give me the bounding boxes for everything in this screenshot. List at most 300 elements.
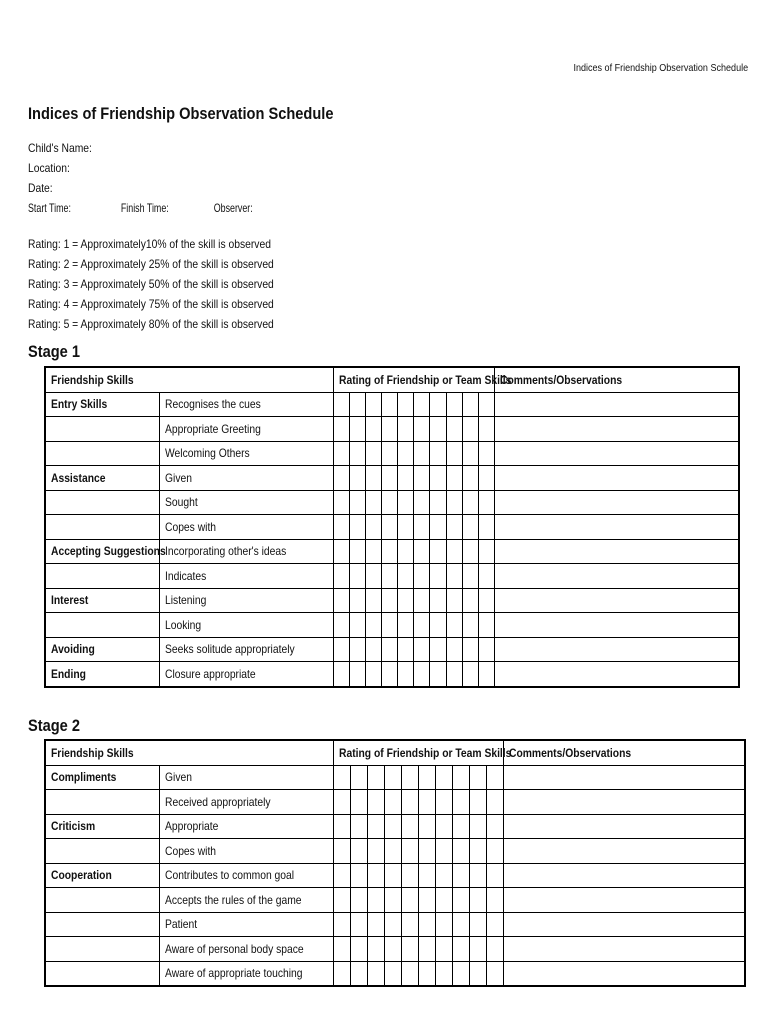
rating-cell[interactable]	[367, 937, 384, 962]
rating-cell[interactable]	[350, 839, 367, 864]
rating-cell[interactable]	[382, 613, 398, 638]
skill-name-cell	[159, 539, 333, 564]
document-title: Indices of Friendship Observation Schedule	[28, 104, 334, 123]
skill-name-cell-text: Received appropriately	[164, 794, 271, 809]
rating-cell[interactable]	[486, 814, 503, 839]
rating-cell[interactable]	[398, 564, 414, 589]
rating-cell[interactable]	[384, 863, 401, 888]
rating-cell[interactable]	[430, 637, 446, 662]
finish-time-label: Finish Time:	[120, 201, 169, 215]
running-header: Indices of Friendship Observation Schedule	[573, 62, 748, 74]
rating-cell[interactable]	[398, 490, 414, 515]
rating-cell[interactable]	[418, 937, 435, 962]
rating-cell[interactable]	[382, 515, 398, 540]
rating-cell[interactable]	[430, 539, 446, 564]
rating-cell[interactable]	[333, 937, 350, 962]
date-label: Date:	[28, 181, 53, 195]
rating-cell[interactable]	[333, 839, 350, 864]
skill-name-cell-text: Given	[164, 770, 192, 785]
rating-cell[interactable]	[446, 441, 462, 466]
rating-cell[interactable]	[401, 937, 418, 962]
rating-cell[interactable]	[469, 961, 486, 986]
rating-cell[interactable]	[452, 863, 469, 888]
rating-cell[interactable]	[382, 490, 398, 515]
rating-cell[interactable]	[478, 564, 494, 589]
rating-cell[interactable]	[350, 863, 367, 888]
rating-cell[interactable]	[446, 564, 462, 589]
rating-cell[interactable]	[430, 588, 446, 613]
rating-cell[interactable]	[469, 937, 486, 962]
rating-cell[interactable]	[334, 392, 350, 417]
comments-cell[interactable]	[503, 839, 745, 864]
table-row	[45, 790, 745, 815]
rating-cell[interactable]	[350, 662, 366, 687]
rating-cell[interactable]	[382, 637, 398, 662]
rating-cell[interactable]	[384, 839, 401, 864]
rating-cell[interactable]	[462, 539, 478, 564]
rating-cell[interactable]	[478, 539, 494, 564]
rating-cell[interactable]	[384, 790, 401, 815]
skill-category-cell	[45, 417, 159, 442]
rating-cell[interactable]	[382, 662, 398, 687]
rating-cell[interactable]	[398, 441, 414, 466]
rating-cell[interactable]	[382, 466, 398, 491]
rating-cell[interactable]	[452, 888, 469, 913]
skill-category-cell-text: Assistance	[51, 470, 106, 485]
rating-cell[interactable]	[435, 814, 452, 839]
skill-category-cell	[45, 564, 159, 589]
rating-cell[interactable]	[350, 937, 367, 962]
rating-cell[interactable]	[418, 863, 435, 888]
table-header-row	[45, 740, 745, 765]
rating-cell[interactable]	[418, 888, 435, 913]
rating-cell[interactable]	[366, 441, 382, 466]
rating-cell[interactable]	[478, 392, 494, 417]
rating-cell[interactable]	[414, 539, 430, 564]
rating-cell[interactable]	[486, 765, 503, 790]
table-row	[45, 515, 739, 540]
rating-cell[interactable]	[366, 539, 382, 564]
skill-category-cell	[45, 765, 159, 790]
skill-name-cell	[159, 588, 333, 613]
rating-cell[interactable]	[334, 613, 350, 638]
rating-cell[interactable]	[418, 790, 435, 815]
rating-cell[interactable]	[334, 662, 350, 687]
comments-cell[interactable]	[494, 417, 739, 442]
rating-cell[interactable]	[469, 765, 486, 790]
rating-cell[interactable]	[469, 814, 486, 839]
rating-cell[interactable]	[435, 863, 452, 888]
rating-cell[interactable]	[469, 790, 486, 815]
rating-cell[interactable]	[414, 564, 430, 589]
table-row	[45, 564, 739, 589]
rating-cell[interactable]	[430, 466, 446, 491]
rating-cell[interactable]	[418, 814, 435, 839]
rating-cell[interactable]	[414, 392, 430, 417]
rating-cell[interactable]	[367, 814, 384, 839]
rating-cell[interactable]	[350, 961, 367, 986]
rating-cell[interactable]	[334, 588, 350, 613]
rating-cell[interactable]	[478, 613, 494, 638]
rating-cell[interactable]	[384, 912, 401, 937]
rating-line: Rating: 2 = Approximately 25% of the skill is observed	[28, 257, 274, 271]
rating-cell[interactable]	[435, 765, 452, 790]
rating-cell[interactable]	[401, 961, 418, 986]
rating-cell[interactable]	[435, 961, 452, 986]
rating-cell[interactable]	[334, 539, 350, 564]
skill-name-cell-text: Appropriate	[164, 819, 218, 834]
rating-cell[interactable]	[350, 417, 366, 442]
rating-cell[interactable]	[401, 863, 418, 888]
rating-cell[interactable]	[367, 765, 384, 790]
rating-cell[interactable]	[384, 814, 401, 839]
stage-2-table	[44, 739, 746, 987]
rating-cell[interactable]	[478, 466, 494, 491]
rating-cell[interactable]	[435, 912, 452, 937]
rating-cell[interactable]	[478, 662, 494, 687]
comments-cell[interactable]	[494, 637, 739, 662]
rating-cell[interactable]	[414, 417, 430, 442]
rating-cell[interactable]	[333, 888, 350, 913]
rating-header	[334, 367, 512, 392]
rating-cell[interactable]	[430, 564, 446, 589]
rating-cell[interactable]	[435, 937, 452, 962]
rating-cell[interactable]	[478, 417, 494, 442]
rating-cell[interactable]	[384, 937, 401, 962]
comments-cell[interactable]	[503, 790, 745, 815]
comments-cell[interactable]	[494, 662, 739, 687]
rating-cell[interactable]	[452, 765, 469, 790]
rating-cell[interactable]	[418, 839, 435, 864]
friendship-skills-header-text: Friendship Skills	[51, 372, 134, 387]
rating-cell[interactable]	[334, 515, 350, 540]
rating-cell[interactable]	[452, 937, 469, 962]
rating-cell[interactable]	[469, 912, 486, 937]
table-row	[45, 863, 745, 888]
rating-cell[interactable]	[398, 613, 414, 638]
skill-name-cell-text: Looking	[164, 617, 201, 632]
skill-category-cell-text: Cooperation	[51, 868, 112, 883]
rating-cell[interactable]	[367, 961, 384, 986]
rating-cell[interactable]	[446, 392, 462, 417]
rating-cell[interactable]	[350, 888, 367, 913]
skill-name-cell	[159, 466, 333, 491]
rating-cell[interactable]	[367, 888, 384, 913]
skill-name-cell-text: Appropriate Greeting	[164, 421, 261, 436]
rating-cell[interactable]	[350, 539, 366, 564]
comments-cell[interactable]	[503, 814, 745, 839]
rating-cell[interactable]	[446, 466, 462, 491]
stage-2-title: Stage 2	[28, 716, 81, 735]
rating-cell[interactable]	[334, 417, 350, 442]
comments-header-text: Comments/Observations	[499, 372, 622, 387]
rating-cell[interactable]	[333, 765, 350, 790]
rating-cell[interactable]	[462, 441, 478, 466]
rating-cell[interactable]	[334, 564, 350, 589]
skill-name-cell	[159, 888, 333, 913]
skill-category-cell	[45, 937, 159, 962]
rating-cell[interactable]	[446, 662, 462, 687]
rating-cell[interactable]	[350, 392, 366, 417]
rating-cell[interactable]	[350, 912, 367, 937]
skill-category-cell	[45, 888, 159, 913]
rating-cell[interactable]	[446, 515, 462, 540]
rating-cell[interactable]	[430, 417, 446, 442]
rating-cell[interactable]	[401, 839, 418, 864]
rating-cell[interactable]	[333, 863, 350, 888]
rating-cell[interactable]	[414, 588, 430, 613]
rating-cell[interactable]	[486, 839, 503, 864]
comments-header	[503, 740, 745, 765]
comments-cell[interactable]	[503, 765, 745, 790]
rating-cell[interactable]	[334, 637, 350, 662]
comments-cell[interactable]	[494, 613, 739, 638]
rating-cell[interactable]	[398, 515, 414, 540]
rating-cell[interactable]	[382, 588, 398, 613]
rating-cell[interactable]	[366, 515, 382, 540]
rating-cell[interactable]	[430, 662, 446, 687]
rating-cell[interactable]	[333, 790, 350, 815]
rating-cell[interactable]	[401, 912, 418, 937]
friendship-skills-header-text: Friendship Skills	[51, 745, 134, 760]
rating-cell[interactable]	[350, 765, 367, 790]
rating-cell[interactable]	[486, 888, 503, 913]
rating-cell[interactable]	[435, 888, 452, 913]
rating-cell[interactable]	[430, 392, 446, 417]
rating-cell[interactable]	[462, 588, 478, 613]
rating-cell[interactable]	[469, 839, 486, 864]
rating-cell[interactable]	[350, 613, 366, 638]
rating-cell[interactable]	[462, 564, 478, 589]
rating-cell[interactable]	[398, 662, 414, 687]
table-row	[45, 441, 739, 466]
rating-cell[interactable]	[366, 490, 382, 515]
rating-cell[interactable]	[462, 515, 478, 540]
rating-cell[interactable]	[333, 814, 350, 839]
skill-category-cell	[45, 662, 159, 687]
comments-cell[interactable]	[494, 392, 739, 417]
rating-cell[interactable]	[366, 417, 382, 442]
skill-name-cell-text: Listening	[164, 593, 207, 608]
rating-cell[interactable]	[401, 790, 418, 815]
rating-cell[interactable]	[401, 765, 418, 790]
rating-cell[interactable]	[435, 790, 452, 815]
skill-name-cell	[159, 613, 333, 638]
skill-category-cell	[45, 814, 159, 839]
rating-cell[interactable]	[384, 961, 401, 986]
rating-line: Rating: 4 = Approximately 75% of the skill is observed	[28, 297, 274, 311]
skill-name-cell-text: Patient	[164, 917, 197, 932]
rating-cell[interactable]	[462, 637, 478, 662]
skill-category-cell	[45, 466, 159, 491]
rating-cell[interactable]	[382, 392, 398, 417]
skill-name-cell	[159, 814, 333, 839]
rating-cell[interactable]	[462, 490, 478, 515]
skill-category-cell	[45, 539, 166, 564]
rating-cell[interactable]	[398, 392, 414, 417]
rating-cell[interactable]	[452, 912, 469, 937]
rating-cell[interactable]	[452, 790, 469, 815]
table-row	[45, 417, 739, 442]
rating-cell[interactable]	[486, 937, 503, 962]
rating-cell[interactable]	[398, 637, 414, 662]
skill-name-cell	[159, 441, 333, 466]
rating-cell[interactable]	[366, 662, 382, 687]
rating-cell[interactable]	[366, 637, 382, 662]
skill-name-cell-text: Closure appropriate	[164, 666, 256, 681]
rating-cell[interactable]	[382, 417, 398, 442]
rating-cell[interactable]	[367, 839, 384, 864]
rating-cell[interactable]	[414, 637, 430, 662]
rating-cell[interactable]	[478, 515, 494, 540]
table-row	[45, 961, 745, 986]
rating-cell[interactable]	[446, 490, 462, 515]
rating-cell[interactable]	[350, 515, 366, 540]
rating-cell[interactable]	[398, 466, 414, 491]
rating-cell[interactable]	[446, 613, 462, 638]
rating-cell[interactable]	[414, 515, 430, 540]
skill-name-cell	[159, 637, 333, 662]
rating-cell[interactable]	[418, 912, 435, 937]
comments-cell[interactable]	[494, 588, 739, 613]
stage-1-table	[44, 366, 740, 688]
rating-cell[interactable]	[446, 417, 462, 442]
rating-cell[interactable]	[478, 637, 494, 662]
rating-cell[interactable]	[350, 814, 367, 839]
rating-cell[interactable]	[367, 863, 384, 888]
rating-cell[interactable]	[469, 863, 486, 888]
table-row	[45, 765, 745, 790]
rating-cell[interactable]	[382, 564, 398, 589]
rating-cell[interactable]	[462, 417, 478, 442]
rating-cell[interactable]	[367, 790, 384, 815]
rating-cell[interactable]	[418, 961, 435, 986]
rating-cell[interactable]	[462, 662, 478, 687]
comments-cell[interactable]	[494, 539, 739, 564]
table-row	[45, 662, 739, 687]
rating-cell[interactable]	[414, 490, 430, 515]
table-row	[45, 588, 739, 613]
rating-cell[interactable]	[430, 441, 446, 466]
comments-cell[interactable]	[494, 515, 739, 540]
rating-cell[interactable]	[462, 613, 478, 638]
rating-cell[interactable]	[382, 441, 398, 466]
rating-cell[interactable]	[401, 888, 418, 913]
table-row	[45, 888, 745, 913]
rating-cell[interactable]	[350, 564, 366, 589]
rating-cell[interactable]	[446, 539, 462, 564]
comments-cell[interactable]	[503, 888, 745, 913]
rating-cell[interactable]	[418, 765, 435, 790]
skill-name-cell-text: Accepts the rules of the game	[164, 892, 302, 907]
rating-cell[interactable]	[382, 539, 398, 564]
rating-cell[interactable]	[350, 490, 366, 515]
rating-cell[interactable]	[334, 490, 350, 515]
rating-line: Rating: 1 = Approximately10% of the skill is observed	[28, 237, 271, 251]
rating-cell[interactable]	[486, 790, 503, 815]
rating-cell[interactable]	[414, 662, 430, 687]
rating-cell[interactable]	[350, 790, 367, 815]
rating-cell[interactable]	[333, 961, 350, 986]
comments-cell[interactable]	[494, 564, 739, 589]
comments-cell[interactable]	[494, 466, 739, 491]
comments-cell[interactable]	[503, 961, 745, 986]
rating-cell[interactable]	[446, 637, 462, 662]
rating-cell[interactable]	[469, 888, 486, 913]
rating-cell[interactable]	[350, 588, 366, 613]
rating-cell[interactable]	[462, 466, 478, 491]
skill-category-cell-text: Ending	[51, 666, 86, 681]
observer-label: Observer:	[213, 201, 253, 215]
rating-cell[interactable]	[398, 539, 414, 564]
skill-name-cell	[159, 765, 333, 790]
skill-name-cell-text: Indicates	[164, 568, 207, 583]
skill-category-cell	[45, 790, 159, 815]
skill-category-cell	[45, 839, 159, 864]
rating-cell[interactable]	[366, 392, 382, 417]
rating-cell[interactable]	[430, 613, 446, 638]
rating-cell[interactable]	[398, 417, 414, 442]
rating-cell[interactable]	[384, 888, 401, 913]
rating-cell[interactable]	[414, 466, 430, 491]
rating-cell[interactable]	[486, 912, 503, 937]
rating-cell[interactable]	[367, 912, 384, 937]
rating-cell[interactable]	[366, 588, 382, 613]
rating-cell[interactable]	[401, 814, 418, 839]
rating-cell[interactable]	[435, 839, 452, 864]
rating-cell[interactable]	[486, 961, 503, 986]
rating-cell[interactable]	[446, 588, 462, 613]
rating-cell[interactable]	[452, 839, 469, 864]
rating-cell[interactable]	[430, 490, 446, 515]
rating-cell[interactable]	[414, 613, 430, 638]
rating-cell[interactable]	[350, 466, 366, 491]
table-row	[45, 937, 745, 962]
rating-cell[interactable]	[384, 765, 401, 790]
rating-cell[interactable]	[478, 441, 494, 466]
rating-header-text: Rating of Friendship or Team Skills	[339, 372, 512, 387]
skill-category-cell	[45, 588, 159, 613]
rating-cell[interactable]	[462, 392, 478, 417]
rating-cell[interactable]	[398, 588, 414, 613]
comments-cell[interactable]	[503, 863, 745, 888]
comments-cell[interactable]	[494, 441, 739, 466]
rating-cell[interactable]	[366, 564, 382, 589]
skill-category-cell-text: Compliments	[51, 770, 117, 785]
skill-name-cell	[159, 417, 333, 442]
rating-cell[interactable]	[334, 441, 350, 466]
rating-cell[interactable]	[486, 863, 503, 888]
rating-cell[interactable]	[414, 441, 430, 466]
rating-cell[interactable]	[333, 912, 350, 937]
rating-cell[interactable]	[452, 961, 469, 986]
skill-name-cell-text: Copes with	[164, 843, 216, 858]
comments-cell[interactable]	[503, 912, 745, 937]
start-time-label: Start Time:	[28, 201, 71, 215]
comments-cell[interactable]	[494, 490, 739, 515]
rating-cell[interactable]	[366, 466, 382, 491]
table-row	[45, 839, 745, 864]
comments-cell[interactable]	[503, 937, 745, 962]
rating-cell[interactable]	[366, 613, 382, 638]
rating-cell[interactable]	[350, 637, 366, 662]
rating-cell[interactable]	[478, 490, 494, 515]
rating-cell[interactable]	[452, 814, 469, 839]
rating-cell[interactable]	[478, 588, 494, 613]
rating-cell[interactable]	[430, 515, 446, 540]
rating-cell[interactable]	[350, 441, 366, 466]
rating-cell[interactable]	[334, 466, 350, 491]
